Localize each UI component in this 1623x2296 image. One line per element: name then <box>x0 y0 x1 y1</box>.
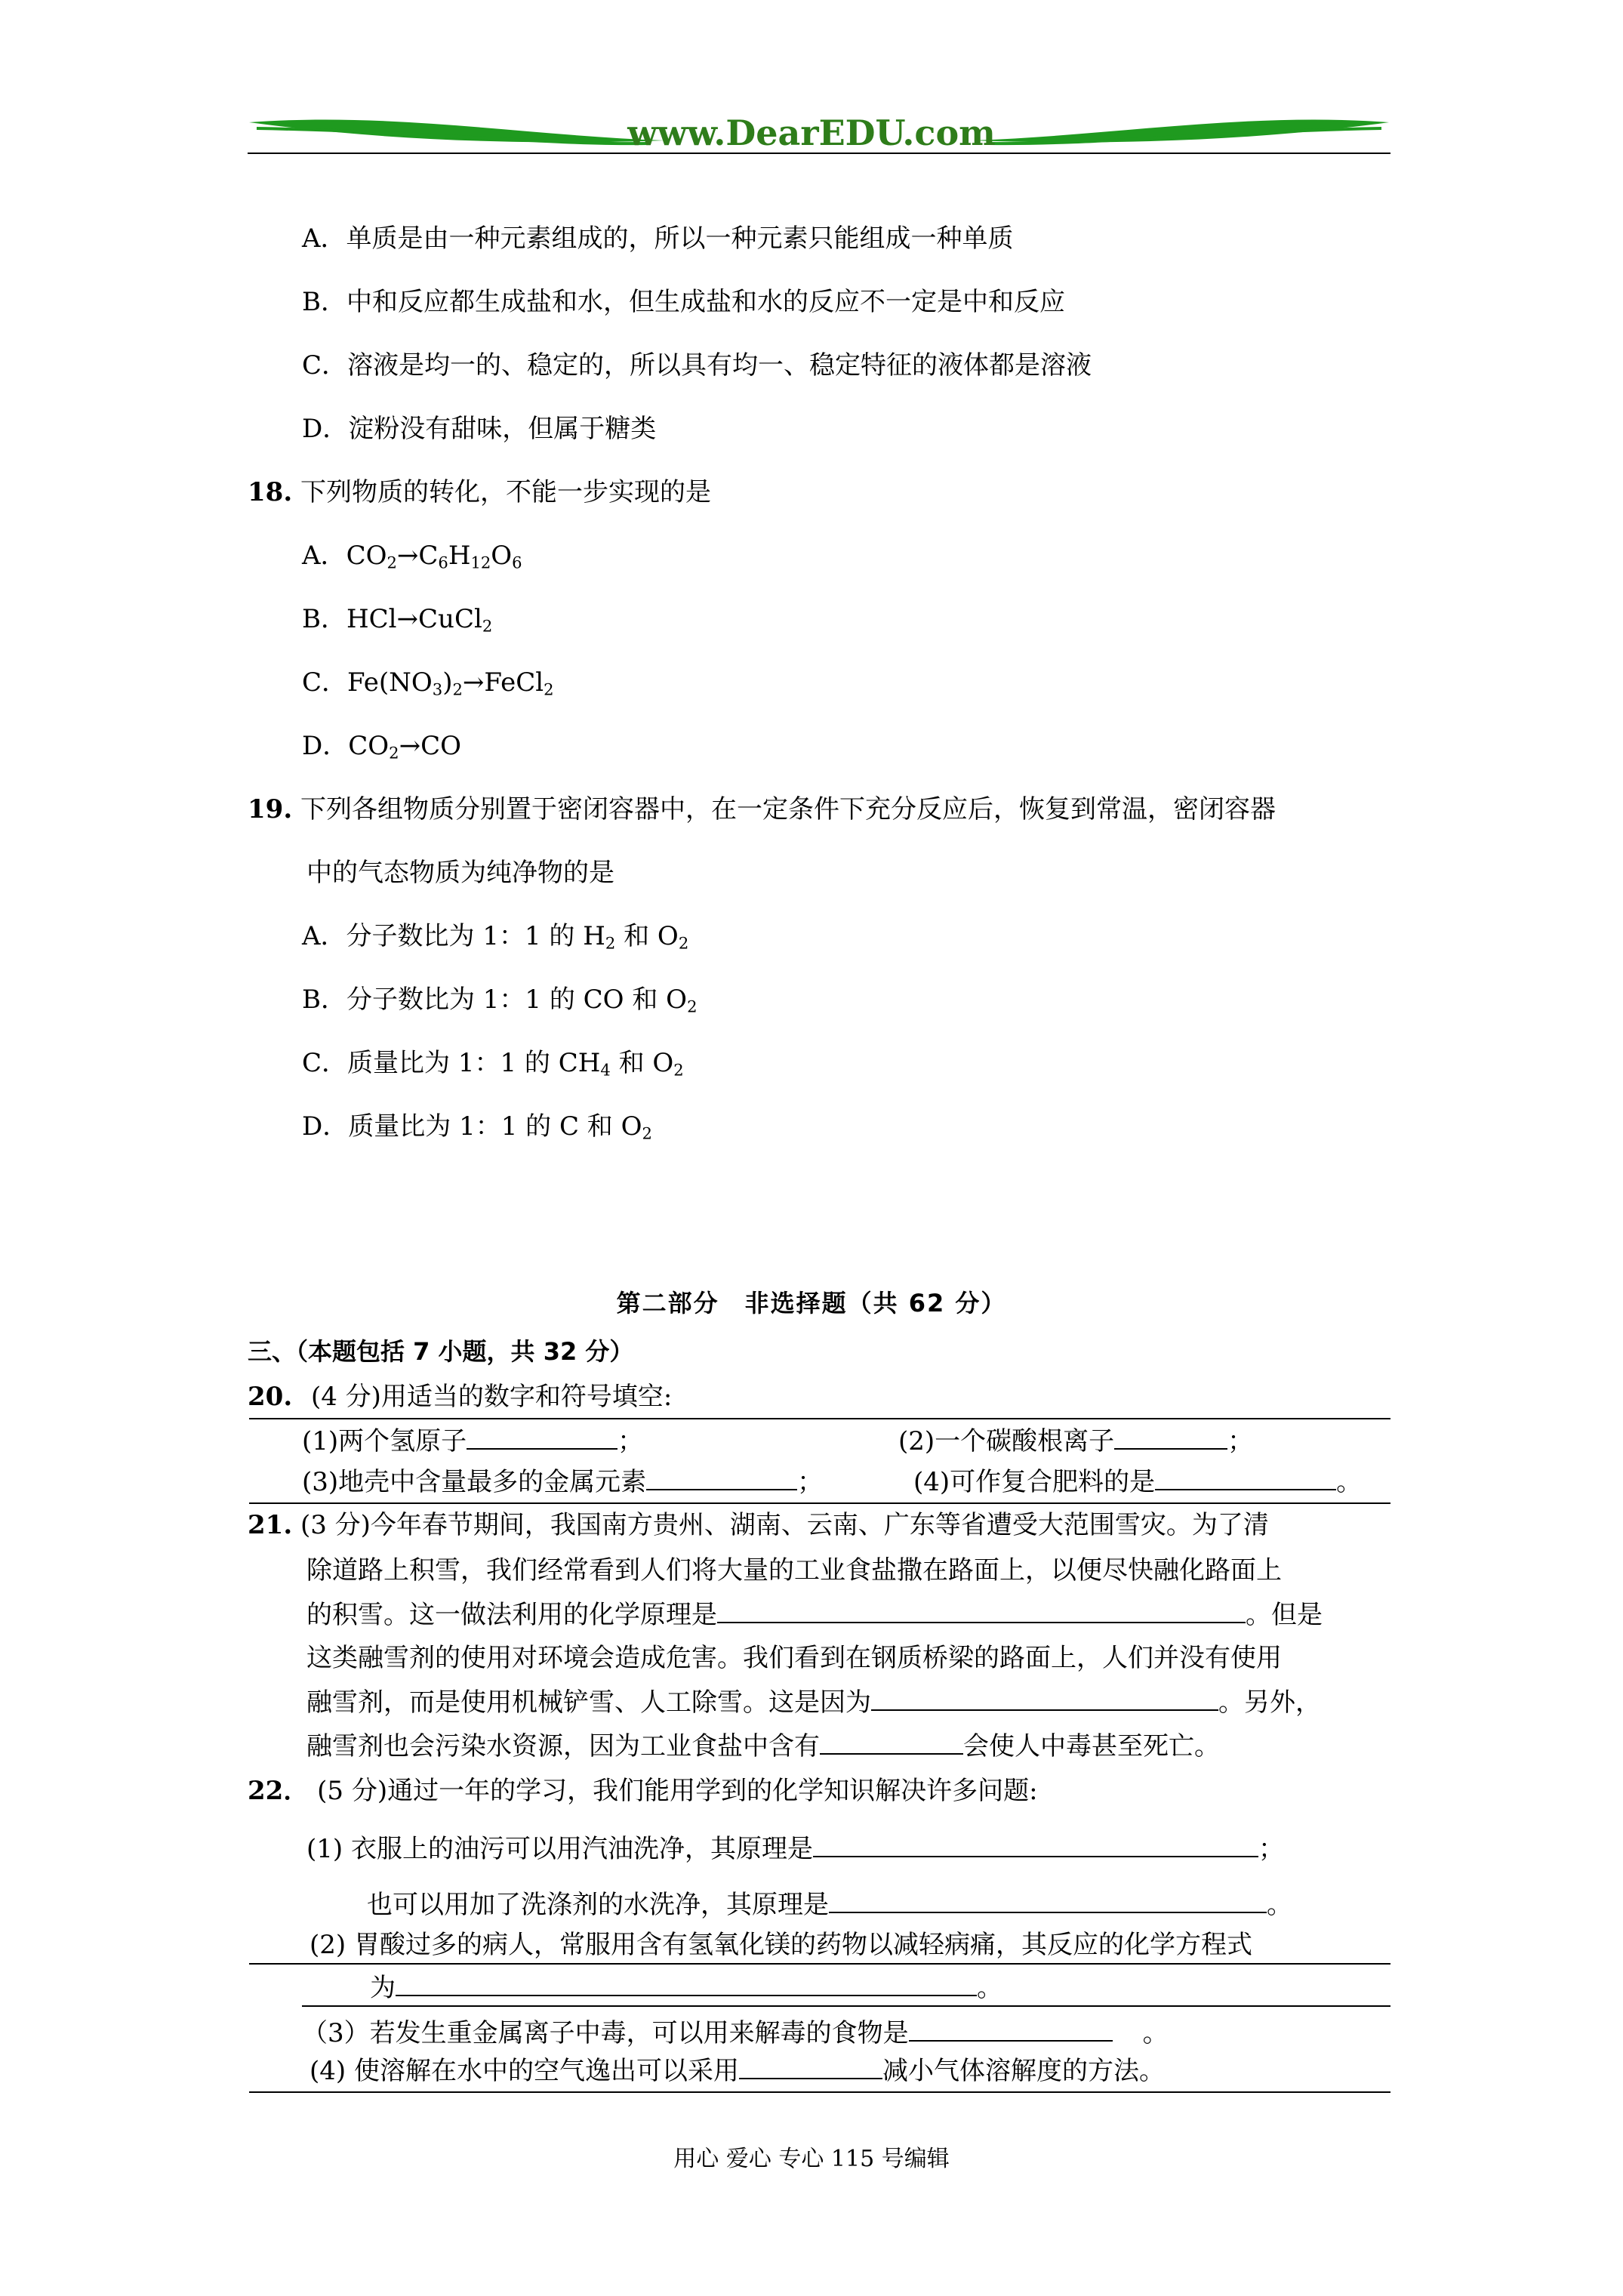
q19-stem-line2: 中的气态物质为纯净物的是 <box>306 858 614 888</box>
q17-option-c: C．溶液是均一的、稳定的，所以具有均一、稳定特征的液体都是溶液 <box>302 350 1092 381</box>
answer-blank[interactable] <box>1155 1466 1336 1490</box>
q17-option-a: A．单质是由一种元素组成的，所以一种元素只能组成一种单质 <box>302 223 1014 254</box>
q19-option-c: C．质量比为 1：1 的 $CH_4$ 和 $O_2$ <box>302 1048 684 1080</box>
q22-rule-2 <box>302 2005 1390 2007</box>
question-stem-line1: 下列各组物质分别置于密闭容器中，在一定条件下充分反应后，恢复到常温，密闭容器 <box>300 794 1276 824</box>
q19-option-a: A．分子数比为 1：1 的 $H_2$ 和 $O_2$ <box>302 921 689 953</box>
answer-blank[interactable] <box>467 1425 617 1450</box>
q18-option-b: B．HCl→CuCl$_2$ <box>302 604 493 636</box>
q20-item4: (4)可作复合肥料的是 。 <box>913 1467 1363 1497</box>
q18-question <box>248 477 711 507</box>
q21-line4: 这类融雪剂的使用对环境会造成危害。我们看到在钢质桥梁的路面上，人们并没有使用 <box>306 1643 1282 1673</box>
answer-blank[interactable] <box>820 1730 963 1755</box>
q22-part1b: 也可以用加了洗涤剂的水洗净，其原理是 。 <box>367 1890 1292 1920</box>
q20-bottom-rule <box>249 1502 1390 1504</box>
q19-option-b: B．分子数比为 1：1 的 CO 和 $O_2$ <box>302 985 698 1016</box>
q21-line1: 21. (3 分)今年春节期间，我国南方贵州、湖南、云南、广东等省遭受大范围雪灾。为了清 <box>248 1510 1269 1540</box>
question-number: 18. <box>248 477 293 507</box>
q22-part4: (4) 使溶解在水中的空气逸出可以采用 减小气体溶解度的方法。 <box>310 2056 1165 2086</box>
page-footer: 用心 爱心 专心 115 号编辑 <box>673 2146 950 2172</box>
q18-option-a: A．$CO_2\to C_6H_{12}O_6$ <box>302 541 522 572</box>
q21-line6: 融雪剂也会污染水资源，因为工业食盐中含有 会使人中毒甚至死亡。 <box>306 1731 1220 1761</box>
answer-blank[interactable] <box>646 1466 797 1490</box>
q21-line2: 除道路上积雪，我们经常看到人们将大量的工业食盐撒在路面上，以便尽快融化路面上 <box>306 1555 1282 1586</box>
q19-option-d: D．质量比为 1：1 的 C 和 $O_2$ <box>302 1111 652 1143</box>
question-stem: (4 分)用适当的数字和符号填空: <box>310 1382 673 1412</box>
q20-item2: (2)一个碳酸根离子 ； <box>898 1426 1254 1456</box>
q17-option-d: D．淀粉没有甜味，但属于糖类 <box>302 414 657 444</box>
part2-title: 第二部分 非选择题（共 62 分） <box>616 1289 1007 1318</box>
q22-part3: （3）若发生重金属离子中毒，可以用来解毒的食物是 。 <box>302 2018 1169 2048</box>
q22-part1a: (1) 衣服上的油污可以用汽油洗净，其原理是 ； <box>306 1834 1284 1864</box>
answer-blank[interactable] <box>829 1889 1267 1913</box>
q20-item1: (1)两个氢原子 ； <box>302 1426 644 1456</box>
q20-question <box>248 1382 672 1412</box>
q18-option-d: D．$CO_2\to CO$ <box>302 731 461 763</box>
q18-option-c: C．$Fe(NO_3)_2\to FeCl_2$ <box>302 667 554 699</box>
answer-blank[interactable] <box>1114 1425 1227 1450</box>
answer-blank[interactable] <box>396 1972 977 1996</box>
answer-blank[interactable] <box>909 2017 1113 2042</box>
question-number: 22． <box>248 1776 310 1806</box>
q22-part2: (2) 胃酸过多的病人，常服用含有氢氧化镁的药物以减轻病痛，其反应的化学方程式 <box>310 1930 1252 1960</box>
q21-line3: 的积雪。这一做法利用的化学原理是 。但是 <box>306 1600 1323 1630</box>
answer-blank[interactable] <box>717 1599 1246 1623</box>
q22-part2b: 为 。 <box>370 1973 1002 2003</box>
question-number: 20. <box>248 1382 293 1412</box>
q17-option-b: B．中和反应都生成盐和水，但生成盐和水的反应不一定是中和反应 <box>302 287 1065 317</box>
answer-blank[interactable] <box>739 2055 882 2079</box>
q22-question <box>248 1776 1038 1806</box>
question-stem: 下列物质的转化，不能一步实现的是 <box>300 477 711 507</box>
question-stem: (5 分)通过一年的学习，我们能用学到的化学知识解决许多问题: <box>317 1776 1038 1806</box>
q19-question <box>248 794 1276 824</box>
question-number: 19. <box>248 794 293 824</box>
q22-rule-3 <box>249 2091 1390 2093</box>
site-logo-text: www.DearEDU.com <box>627 112 996 153</box>
header-banner <box>0 106 1623 166</box>
answer-blank[interactable] <box>813 1833 1258 1857</box>
answer-blank[interactable] <box>871 1687 1218 1711</box>
q22-rule-1 <box>249 1963 1390 1965</box>
section-heading: 三、（本题包括 7 小题，共 32 分） <box>248 1337 634 1366</box>
q20-top-rule <box>249 1418 1390 1419</box>
q21-line5: 融雪剂，而是使用机械铲雪、人工除雪。这是因为 。另外， <box>306 1687 1321 1718</box>
q20-item3: (3)地壳中含量最多的金属元素 ； <box>302 1467 824 1497</box>
question-number: 21. <box>248 1510 293 1540</box>
